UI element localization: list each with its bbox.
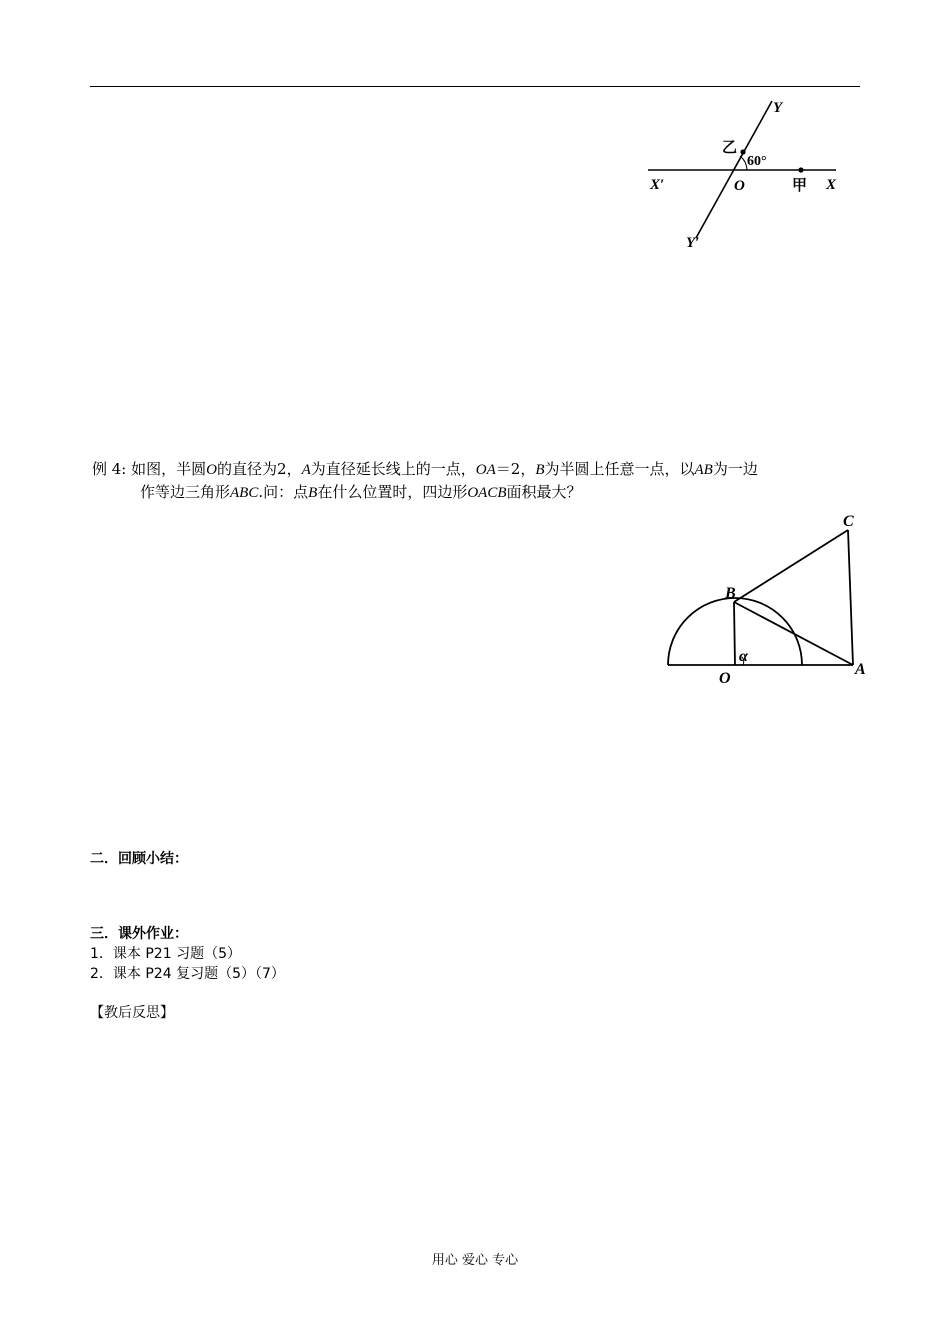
math-symbol: ABC [230, 485, 259, 501]
homework-item: 2．课本 P24 复习题（5）（7） [90, 966, 285, 982]
segment-ba [734, 602, 853, 665]
example4-line1 [92, 458, 758, 481]
text-run: ， [286, 460, 302, 478]
label-yi: 乙 [722, 138, 738, 156]
label-y-prime: Y′ [686, 235, 700, 251]
text-run: 为一边 [712, 460, 758, 478]
example4-line2 [140, 481, 582, 504]
point-yi [740, 149, 745, 154]
math-symbol: B [535, 462, 545, 478]
label-alpha: α [739, 648, 748, 665]
page-footer: 用心 爱心 专心 [431, 1253, 519, 1268]
label-origin: O [734, 178, 745, 194]
segment-bc [734, 530, 848, 602]
math-symbol: OA [475, 462, 496, 478]
homework-item: 1．课本 P21 习题（5） [90, 946, 241, 962]
text-run: 作等边三角形 [140, 483, 231, 501]
homework-section [90, 924, 285, 984]
homework-heading: 三．课外作业： [90, 926, 188, 942]
math-symbol: OACB [467, 485, 507, 501]
label-a: A [855, 661, 866, 678]
text-run: 为半圆上任意一点，以 [544, 460, 695, 478]
text-run: 为直径延长线上的一点， [310, 460, 476, 478]
text-run: 面积最大？ [506, 483, 582, 501]
figure-axes-60 [640, 92, 850, 257]
text-run: .问：点 [258, 483, 309, 501]
label-y: Y [773, 100, 783, 116]
label-c: C [843, 513, 854, 530]
example4-prefix: 例 4: [92, 460, 127, 478]
example4-text-line2 [140, 483, 582, 501]
segment-ob [734, 602, 735, 665]
label-o: O [719, 670, 731, 687]
header-rule [90, 86, 860, 87]
text-run: 2 [277, 460, 287, 478]
reflection-label: 【教后反思】 [90, 1005, 174, 1021]
segment-ca [848, 530, 853, 665]
label-b: B [725, 585, 736, 602]
text-run: ＝2， [495, 460, 536, 478]
math-symbol: B [308, 485, 318, 501]
review-heading: 二．回顾小结： [90, 851, 188, 867]
math-symbol: A [301, 462, 311, 478]
text-run: 如图，半圆 [131, 460, 207, 478]
example4-text-line1 [131, 460, 758, 478]
math-symbol: AB [694, 462, 713, 478]
text-run: 的直径为 [217, 460, 278, 478]
label-jia: 甲 [792, 176, 808, 194]
label-angle: 60° [747, 154, 767, 169]
math-symbol: O [206, 462, 218, 478]
point-jia [798, 167, 803, 172]
label-x: X [826, 177, 837, 193]
label-x-prime: X′ [650, 177, 665, 193]
figure-semicircle-triangle [655, 505, 877, 690]
text-run: 在什么位置时，四边形 [317, 483, 468, 501]
